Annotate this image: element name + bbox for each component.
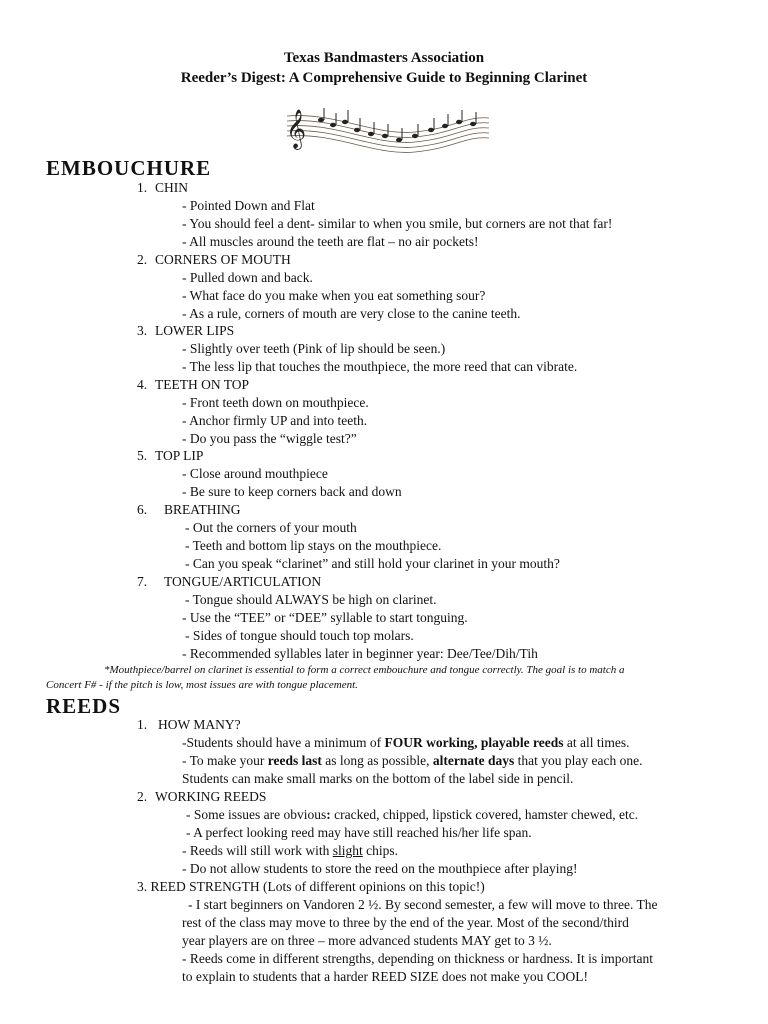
list-item-line: to explain to students that a harder REED SIZE does not make you COOL! xyxy=(182,969,589,984)
document-subtitle: Reeder’s Digest: A Comprehensive Guide to Beginning Clarinet xyxy=(180,70,588,86)
list-item-line: - Slightly over teeth (Pink of lip should be seen.) xyxy=(182,341,446,356)
list-item-line: year players are on three – more advanced students MAY get to 3 ½. xyxy=(182,933,552,948)
list-number: 1. xyxy=(137,717,148,732)
list-item-line: - Can you speak “clarinet” and still hold your clarinet in your mouth? xyxy=(185,556,560,571)
list-item-line: - As a rule, corners of mouth are very close to the canine teeth. xyxy=(182,306,521,321)
list-item-line: - Be sure to keep corners back and down xyxy=(182,484,402,499)
list-item-line: - Do not allow students to store the reed on the mouthpiece after playing! xyxy=(182,861,578,876)
list-item-line: - Sides of tongue should touch top molars. xyxy=(185,628,414,643)
footnote: *Mouthpiece/barrel on clarinet is essential to form a correct embouchure and tongue correctly. The goal is to match a xyxy=(104,664,625,676)
list-number: 6. xyxy=(137,502,148,517)
list-item-line: - A perfect looking reed may have still reached his/her life span. xyxy=(186,825,532,840)
list-item-line: - Tongue should ALWAYS be high on clarinet. xyxy=(185,592,437,607)
list-item-line: rest of the class may move to three by the end of the year. Most of the second/third xyxy=(182,915,629,930)
list-item-line: - You should feel a dent- similar to when you smile, but corners are not that far! xyxy=(182,216,613,231)
list-item-title: CORNERS OF MOUTH xyxy=(155,252,291,267)
list-item-line: - Reeds come in different strengths, depending on thickness or hardness. It is important xyxy=(182,951,654,966)
treble-clef-icon: 𝄞 xyxy=(286,109,307,149)
list-item-title: HOW MANY? xyxy=(158,717,241,732)
list-item-line: - Teeth and bottom lip stays on the mouthpiece. xyxy=(185,538,442,553)
list-item-title: LOWER LIPS xyxy=(155,323,235,338)
list-item-title: BREATHING xyxy=(164,502,241,517)
list-item-line: - Anchor firmly UP and into teeth. xyxy=(182,413,368,428)
list-item-line: - All muscles around the teeth are flat – no air pockets! xyxy=(182,234,479,249)
footnote: Concert F# - if the pitch is low, most issues are with tongue placement. xyxy=(46,679,358,691)
list-number: 7. xyxy=(137,574,148,589)
list-item-title: TONGUE/ARTICULATION xyxy=(164,574,322,589)
list-item-title: TOP LIP xyxy=(155,448,204,463)
list-item-line: - The less lip that touches the mouthpiece, the more reed that can vibrate. xyxy=(182,359,578,374)
org-title: Texas Bandmasters Association xyxy=(283,50,485,66)
list-item-line: - Pulled down and back. xyxy=(182,270,313,285)
list-item-line: - Out the corners of your mouth xyxy=(185,520,357,535)
list-item-line: - Reeds will still work with slight chips. xyxy=(182,843,399,858)
list-item-line: - Use the “TEE” or “DEE” syllable to start tonguing. xyxy=(182,610,468,625)
section-heading-embouchure: EMBOUCHURE xyxy=(46,156,212,180)
list-item-line: - Do you pass the “wiggle test?” xyxy=(182,431,357,446)
list-item-line: - Close around mouthpiece xyxy=(182,466,328,481)
list-item-title: WORKING REEDS xyxy=(155,789,267,804)
list-item-title: CHIN xyxy=(155,180,188,195)
list-number: 1. xyxy=(137,180,148,195)
list-item-title: TEETH ON TOP xyxy=(155,377,249,392)
list-item-line: - What face do you make when you eat something sour? xyxy=(182,288,486,303)
list-number: 3. xyxy=(137,323,148,338)
list-item-line: - I start beginners on Vandoren 2 ½. By second semester, a few will move to three. The xyxy=(188,897,658,912)
list-number: 2. xyxy=(137,252,148,267)
list-item-line: - Front teeth down on mouthpiece. xyxy=(182,395,369,410)
list-item-line: -Students should have a minimum of FOUR working, playable reeds at all times. xyxy=(182,735,630,750)
list-item-line: - Some issues are obvious: cracked, chipped, lipstick covered, hamster chewed, etc. xyxy=(186,807,639,822)
list-item-line: - Recommended syllables later in beginner year: Dee/Tee/Dih/Tih xyxy=(182,646,538,661)
list-number: 5. xyxy=(137,448,148,463)
list-number: 4. xyxy=(137,377,148,392)
music-staff-illustration xyxy=(285,106,491,156)
list-item-title: 3. REED STRENGTH (Lots of different opinions on this topic!) xyxy=(137,879,485,894)
list-item-line: Students can make small marks on the bottom of the label side in pencil. xyxy=(182,771,574,786)
list-number: 2. xyxy=(137,789,148,804)
section-heading-reeds: REEDS xyxy=(46,694,122,718)
list-item-line: - Pointed Down and Flat xyxy=(182,198,315,213)
list-item-line: - To make your reeds last as long as possible, alternate days that you play each one. xyxy=(182,753,643,768)
